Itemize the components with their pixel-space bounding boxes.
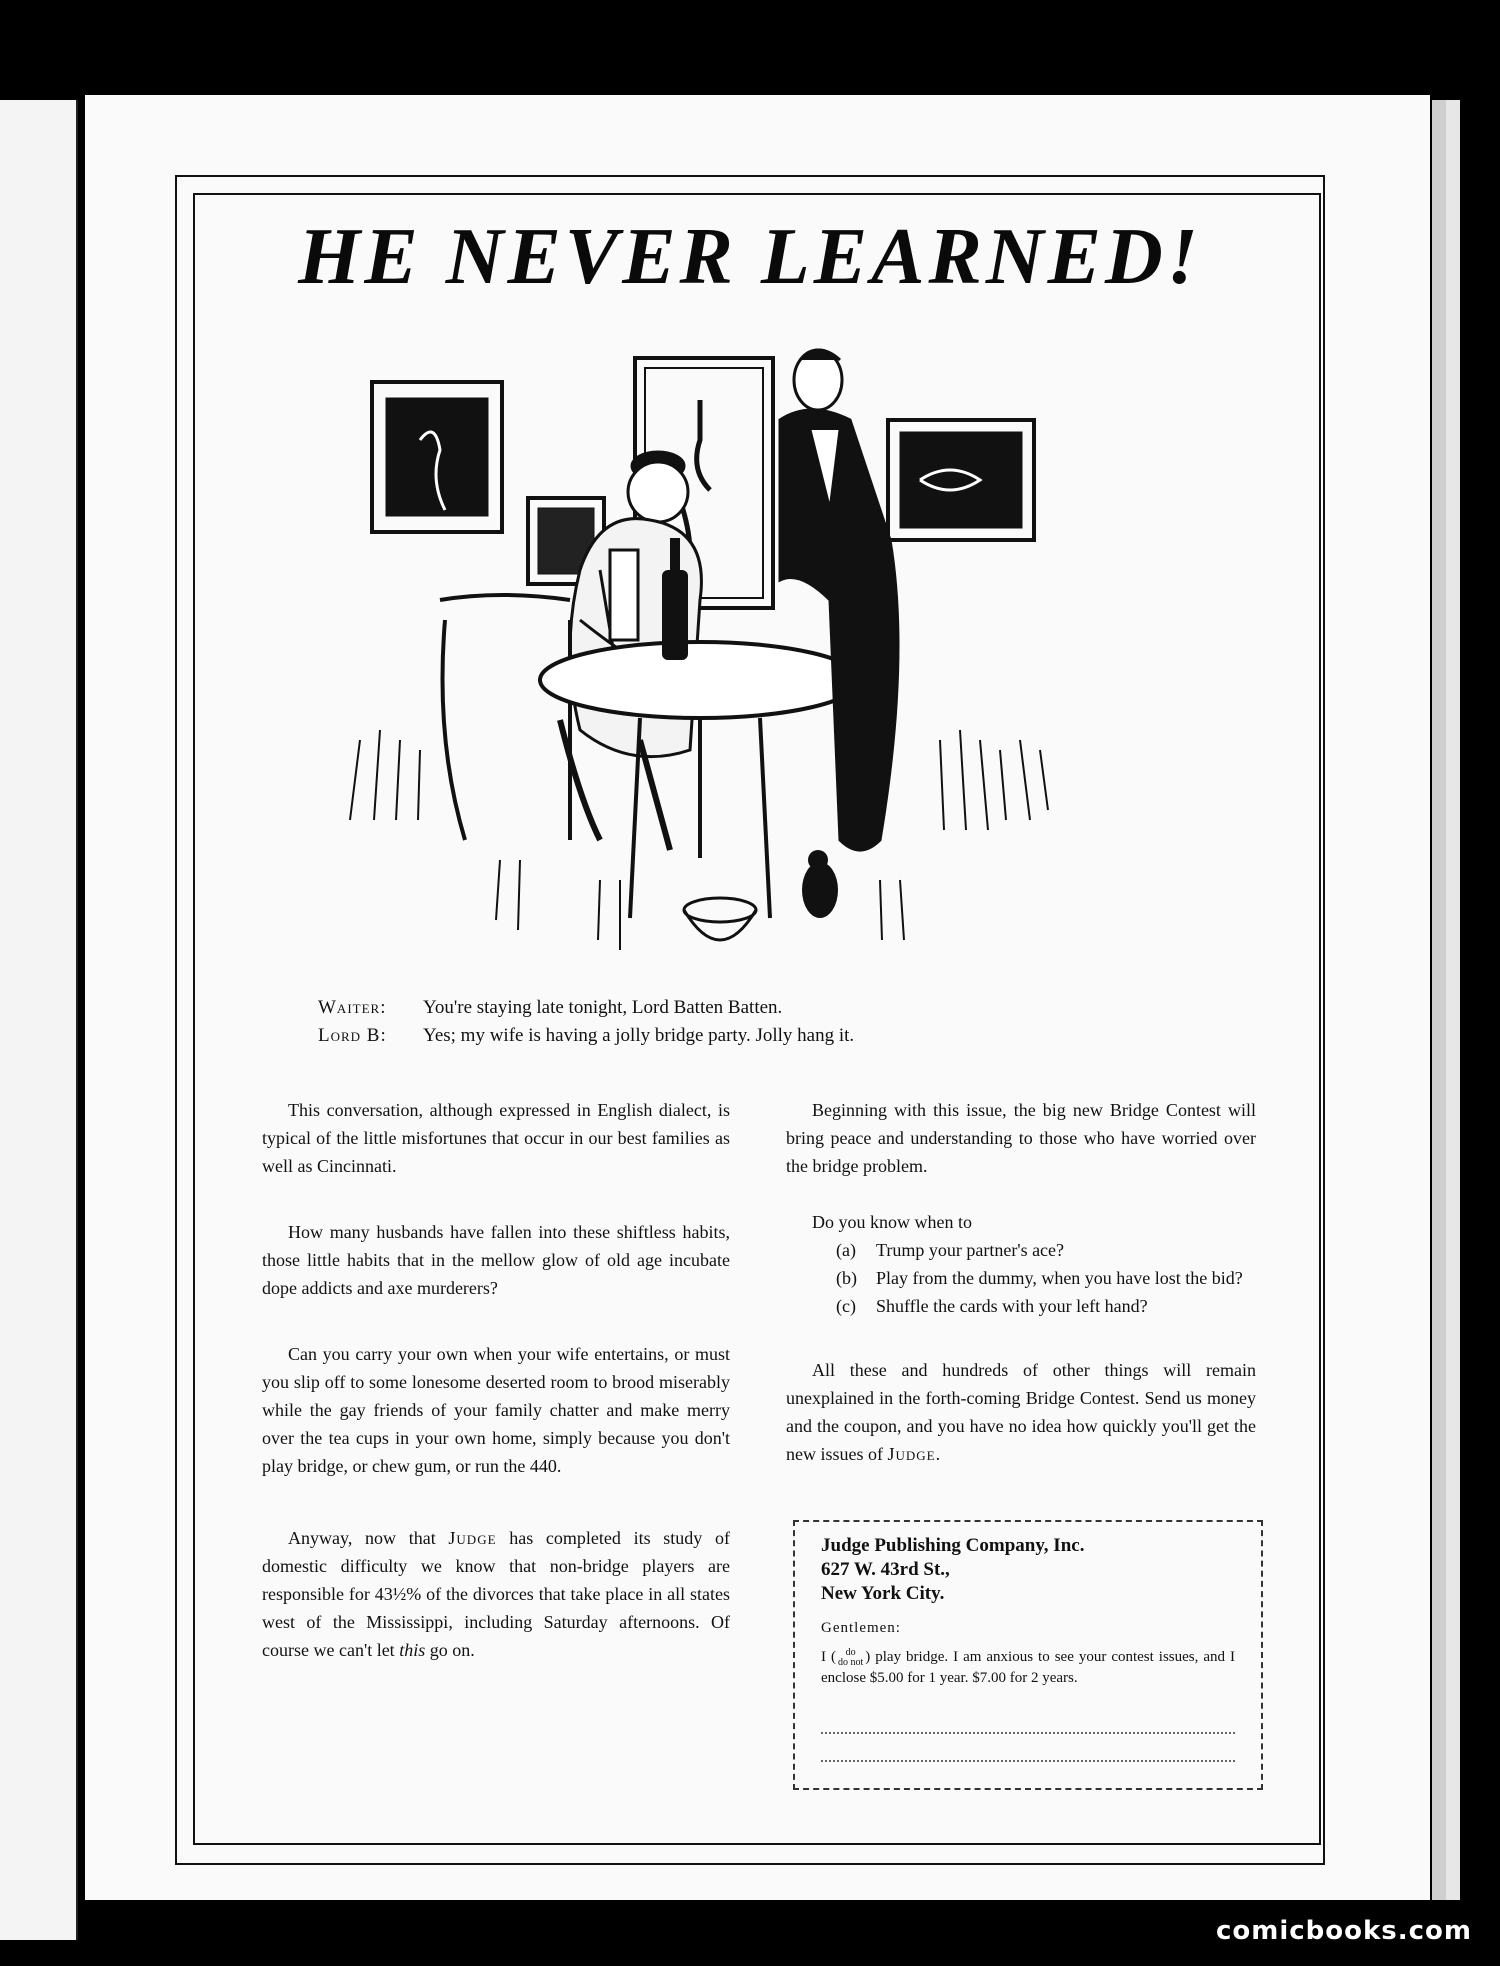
choice-do-not[interactable]: do not <box>837 1656 864 1668</box>
text: Anyway, now that <box>288 1528 449 1548</box>
do-choice[interactable] <box>838 1648 863 1668</box>
paragraph <box>262 1524 730 1664</box>
name-line[interactable] <box>821 1706 1235 1734</box>
dialogue-text: Yes; my wife is having a jolly bridge party. Jolly hang it. <box>423 1025 855 1046</box>
cat <box>802 850 838 918</box>
text: . <box>935 1444 941 1464</box>
coupon-company: Judge Publishing Company, Inc. <box>821 1535 1085 1556</box>
page-edge-back <box>1446 100 1460 1900</box>
quiz-list <box>812 1236 1256 1320</box>
magazine-name: Judge <box>887 1444 936 1464</box>
page-edge <box>1432 100 1446 1900</box>
headline: HE NEVER LEARNED! <box>298 213 1202 301</box>
cartoon-caption <box>318 994 854 1050</box>
dialogue-text: You're staying late tonight, Lord Batten Batten. <box>423 997 783 1018</box>
paragraph: How many husbands have fallen into these shiftless habits, those little habits that in the mellow glow of old age incubate dope addicts and axe murderers? <box>262 1222 730 1298</box>
chair <box>440 595 570 840</box>
coupon-street: 627 W. 43rd St., <box>821 1559 950 1580</box>
choice-do[interactable]: do <box>845 1646 856 1658</box>
left-text-column <box>262 1096 730 1702</box>
quiz-item <box>812 1292 1256 1320</box>
speaker-label: Lord B: <box>318 1025 387 1046</box>
right-text-column <box>786 1096 1256 1506</box>
quiz-letter: (c) <box>836 1296 856 1316</box>
coupon-salutation: Gentlemen: <box>821 1620 901 1636</box>
quiz-item <box>812 1236 1256 1264</box>
left-page-edge <box>0 100 78 1940</box>
order-coupon <box>793 1520 1263 1790</box>
waiter <box>780 350 898 850</box>
picture-frame-left <box>372 382 502 532</box>
picture-frame-right <box>888 420 1034 540</box>
quiz-intro: Do you know when to <box>812 1212 972 1232</box>
coupon-city: New York City. <box>821 1583 945 1604</box>
caption-line-lord <box>318 1022 854 1050</box>
magazine-name: Judge <box>448 1528 497 1548</box>
paragraph: Beginning with this issue, the big new Bridge Contest will bring peace and understanding to those who have worried over the bridge problem. <box>786 1100 1256 1176</box>
coupon-body <box>821 1647 1235 1688</box>
spittoon <box>684 898 756 940</box>
text: has completed its study of domestic difficulty we know that non-bridge players are responsible for 43½% of the divorces that take place in all states west of the Mississippi, including Saturday afternoons. Of course we can't let <box>262 1528 730 1660</box>
text: ) play bridge. I am anxious to see your contest issues, and I enclose $5.00 for 1 year. $7.00 for 2 years. <box>821 1649 1235 1686</box>
caption-line-waiter <box>318 994 854 1022</box>
paragraph: This conversation, although expressed in English dialect, is typical of the little misfortunes that occur in our best families as well as Cincinnati. <box>262 1100 730 1176</box>
text: I ( <box>821 1649 836 1665</box>
cartoon-illustration <box>340 320 1100 980</box>
quiz-letter: (a) <box>836 1240 856 1260</box>
text: go on. <box>425 1640 475 1660</box>
quiz-text: Shuffle the cards with your left hand? <box>876 1296 1148 1316</box>
speaker-label: Waiter: <box>318 997 387 1018</box>
watermark: comicbooks.com <box>1215 1916 1472 1946</box>
emphasis: this <box>399 1640 426 1660</box>
quiz-letter: (b) <box>836 1268 857 1288</box>
paragraph <box>786 1356 1256 1468</box>
text: All these and hundreds of other things will remain unexplained in the forth-coming Bridge Contest. Send us money and the coupon, and you have no idea how quickly you'll get the new issues of <box>786 1360 1256 1464</box>
address-line[interactable] <box>821 1734 1235 1762</box>
quiz-text: Trump your partner's ace? <box>876 1240 1065 1260</box>
paragraph: Can you carry your own when your wife entertains, or must you slip off to some lonesome deserted room to brood miserably while the gay friends of your family chatter and make merry over the tea cups in your own home, simply because you don't play bridge, or chew gum, or run the 440. <box>262 1344 730 1476</box>
quiz-text: Play from the dummy, when you have lost the bid? <box>876 1268 1243 1288</box>
quiz-item <box>812 1264 1256 1292</box>
